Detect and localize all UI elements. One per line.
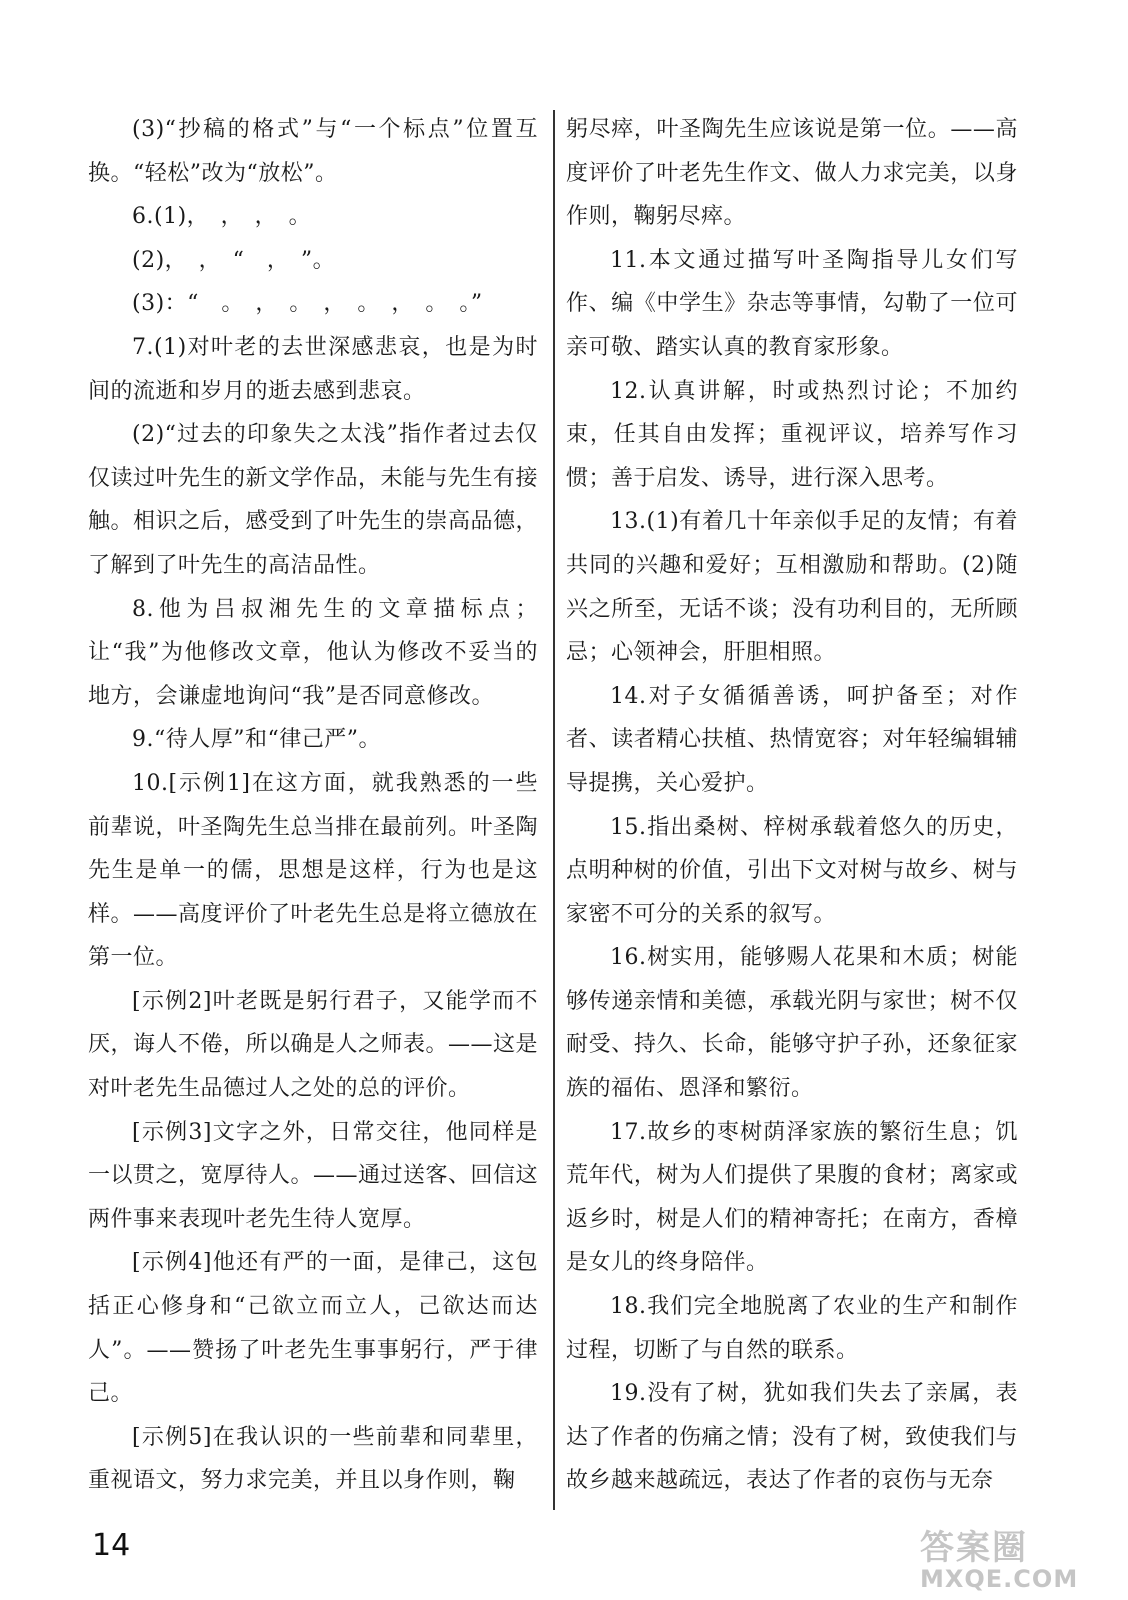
answer-paragraph: (2)， ， “ ， ”。 [132,247,336,273]
answer-paragraph: 18.我们完全地脱离了农业的生产和制作过程，切断了与自然的联系。 [566,1294,1018,1363]
right-column [566,108,1018,1520]
answer-paragraph: (3)“抄稿的格式”与“一个标点”位置互换。“轻松”改为“放松”。 [88,117,538,186]
answer-paragraph: 6.(1)， ， ， 。 [132,204,312,230]
answer-paragraph: (3)：“ 。 ， 。 ， 。 ， 。 。” [132,291,483,317]
answer-paragraph: [示例2]叶老既是躬行君子，又能学而不厌，诲人不倦，所以确是人之师表。——这是对叶老先生品德过人之处的总的评价。 [88,988,539,1102]
answer-paragraph: (2)“过去的印象失之太浅”指作者过去仅仅读过叶先生的新文学作品，未能与先生有接触。相识之后，感受到了叶先生的崇高品德，了解到了叶先生的高洁品性。 [88,422,539,578]
answer-paragraph: 13.(1)有着几十年亲似手足的友情；有着共同的兴趣和爱好；互相激励和帮助。(2)随兴之所至，无话不谈；没有功利目的，无所顾忌；心领神会，肝胆相照。 [566,509,1018,666]
answer-paragraph: [示例5]在我认识的一些前辈和同辈里，重视语文，努力求完美，并且以身作则，鞠 [88,1424,538,1494]
answer-paragraph: 躬尽瘁，叶圣陶先生应该说是第一位。——高度评价了叶老先生作文、做人力求完美，以身作则，鞠躬尽瘁。 [566,117,1018,230]
answer-paragraph: 16.树实用，能够赐人花果和木质；树能够传递亲情和美德，承载光阴与家世；树不仅耐受、持久、长命，能够守护子孙，还象征家族的福佑、恩泽和繁衍。 [566,945,1018,1102]
watermark-url: MXQE.COM [920,1565,1079,1593]
answer-paragraph: 10.[示例1]在这方面，就我熟悉的一些前辈说，叶圣陶先生总当排在最前列。叶圣陶先生是单一的儒，思想是这样，行为也是这样。——高度评价了叶老先生总是将立德放在第一位。 [88,770,539,971]
watermark-text: 答案圈 [920,1528,1028,1568]
answer-paragraph: [示例3]文字之外，日常交往，他同样是一以贯之，宽厚待人。——通过送客、回信这两件事来表现叶老先生待人宽厚。 [88,1119,539,1232]
answer-paragraph: 19.没有了树，犹如我们失去了亲属，表达了作者的伤痛之情；没有了树，致使我们与故乡越来越疏远，表达了作者的哀伤与无奈 [566,1381,1018,1494]
answer-paragraph: 14.对子女循循善诱，呵护备至；对作者、读者精心扶植、热情宽容；对年轻编辑辅导提携，关心爱护。 [566,683,1018,796]
column-divider [553,110,555,1510]
answer-paragraph: 15.指出桑树、梓树承载着悠久的历史，点明种树的价值，引出下文对树与故乡、树与家密不可分的关系的叙写。 [566,814,1018,927]
answer-paragraph: [示例4]他还有严的一面，是律己，这包括正心修身和“己欲立而立人，己欲达而达人”。——赞扬了叶老先生事事躬行，严于律己。 [88,1250,538,1407]
answer-paragraph: 17.故乡的枣树荫泽家族的繁衍生息；饥荒年代，树为人们提供了果腹的食材；离家或返乡时，树是人们的精神寄托；在南方，香樟是女儿的终身陪伴。 [566,1119,1018,1276]
left-column [88,108,538,1520]
answer-paragraph: 8.他为吕叔湘先生的文章描标点；让“我”为他修改文章，他认为修改不妥当的地方，会谦虚地询问“我”是否同意修改。 [88,596,538,709]
page-number: 14 [92,1528,131,1563]
answer-paragraph: 12.认真讲解，时或热烈讨论；不加约束，任其自由发挥；重视评议，培养写作习惯；善于启发、诱导，进行深入思考。 [566,378,1018,491]
answer-paragraph: 7.(1)对叶老的去世深感悲哀，也是为时间的流逝和岁月的逝去感到悲哀。 [88,334,538,404]
answer-paragraph: 9.“待人厚”和“律己严”。 [132,727,381,753]
answer-paragraph: 11.本文通过描写叶圣陶指导儿女们写作、编《中学生》杂志等事情，勾勒了一位可亲可敬、踏实认真的教育家形象。 [566,247,1018,360]
watermark-logo [920,1520,1110,1593]
